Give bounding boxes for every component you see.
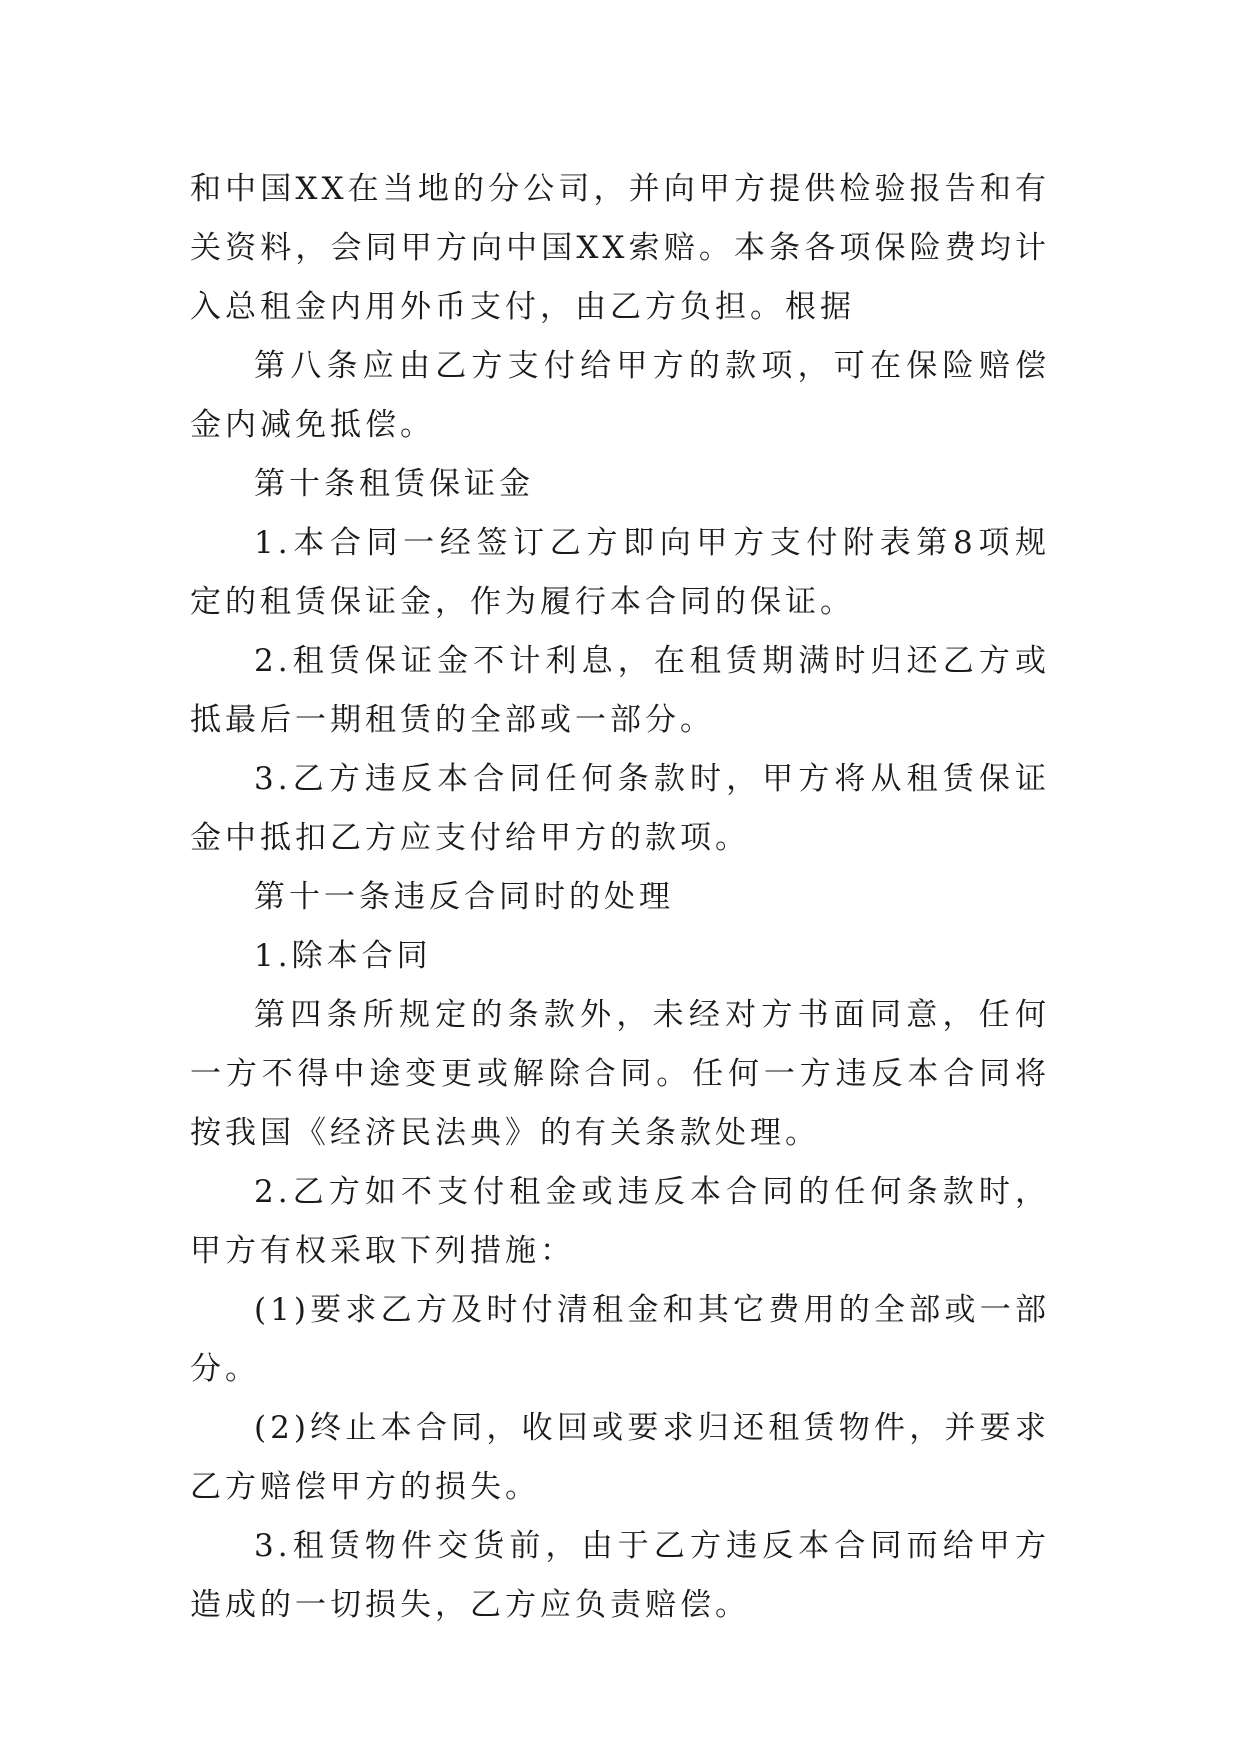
- document-body: [190, 160, 1050, 1635]
- paragraph-article-11-item-3: 3.租赁物件交货前，由于乙方违反本合同而给甲方造成的一切损失，乙方应负责赔偿。: [190, 1528, 1050, 1623]
- paragraph-insurance-claim: 和中国XX在当地的分公司，并向甲方提供检验报告和有关资料，会同甲方向中国XX索赔。本条各项保险费均计入总租金内用外币支付，由乙方负担。根据: [190, 171, 1050, 325]
- heading-article-11: 第十一条违反合同时的处理: [254, 879, 674, 915]
- heading-article-10: 第十条租赁保证金: [254, 466, 534, 502]
- paragraph-article-11-item-2: 2.乙方如不支付租金或违反本合同的任何条款时，甲方有权采取下列措施：: [190, 1174, 1050, 1269]
- paragraph-article-11-item-1: 1.除本合同: [254, 938, 432, 974]
- paragraph-article-8-offset: 第八条应由乙方支付给甲方的款项，可在保险赔偿金内减免抵偿。: [190, 348, 1050, 443]
- paragraph-article-4-reference: 第四条所规定的条款外，未经对方书面同意，任何一方不得中途变更或解除合同。任何一方违反本合同将按我国《经济民法典》的有关条款处理。: [190, 997, 1050, 1151]
- paragraph-article-10-item-2: 2.租赁保证金不计利息，在租赁期满时归还乙方或抵最后一期租赁的全部或一部分。: [190, 643, 1050, 738]
- paragraph-measure-2: (2)终止本合同，收回或要求归还租赁物件，并要求乙方赔偿甲方的损失。: [190, 1410, 1050, 1505]
- paragraph-article-10-item-3: 3.乙方违反本合同任何条款时，甲方将从租赁保证金中抵扣乙方应支付给甲方的款项。: [190, 761, 1050, 856]
- paragraph-article-10-item-1: 1.本合同一经签订乙方即向甲方支付附表第8项规定的租赁保证金，作为履行本合同的保证。: [190, 525, 1050, 620]
- paragraph-measure-1: (1)要求乙方及时付清租金和其它费用的全部或一部分。: [190, 1292, 1050, 1387]
